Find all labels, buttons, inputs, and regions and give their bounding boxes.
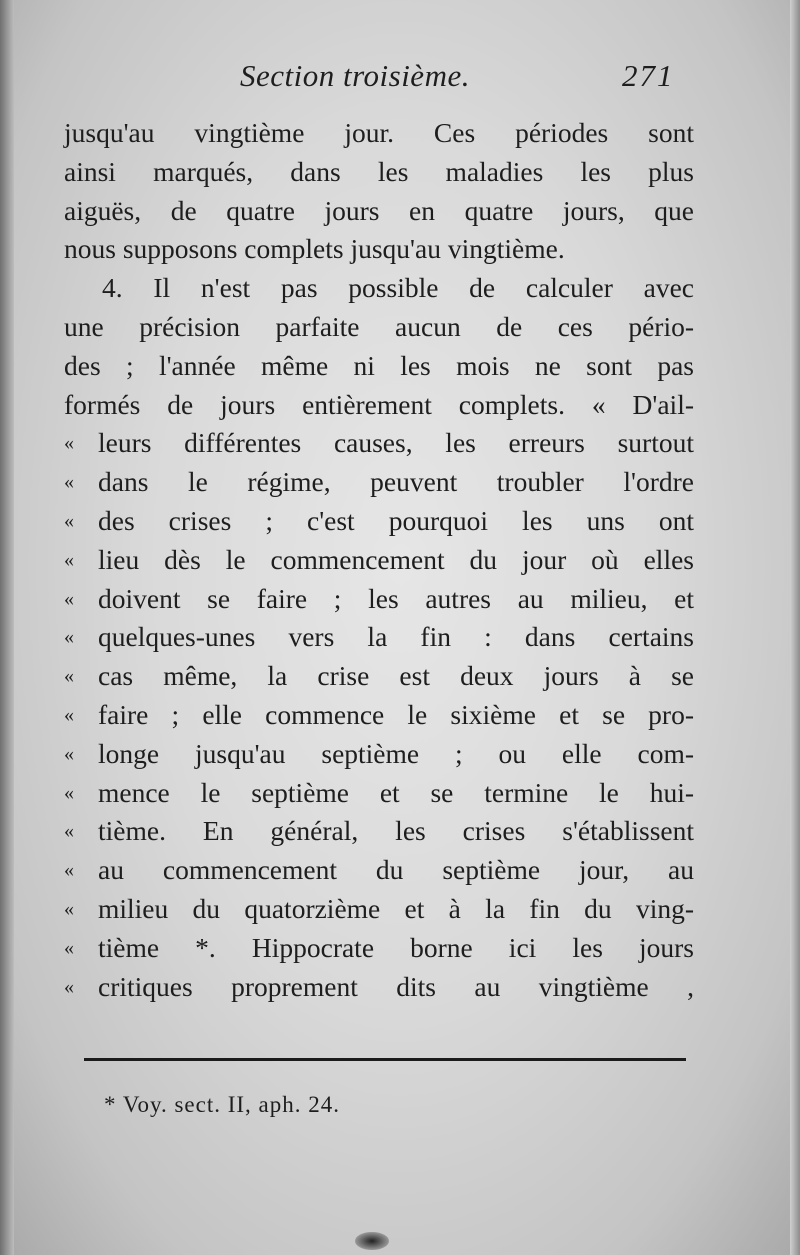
quote-mark: «: [64, 509, 74, 532]
ink-blot: [355, 1232, 389, 1250]
text-line: [64, 696, 694, 735]
line-text: dans le régime, peuvent troubler l'ordre: [98, 466, 694, 498]
text-line: [64, 541, 694, 580]
line-text: longe jusqu'au septième ; ou elle com-: [98, 737, 694, 769]
text-line: [64, 657, 694, 696]
footnote: * Voy. sect. II, aph. 24.: [104, 1092, 341, 1117]
quote-mark: «: [64, 742, 74, 765]
line-text: cas même, la crise est deux jours à se: [98, 660, 694, 692]
quote-mark: «: [64, 548, 74, 571]
line-text: tième *. Hippocrate borne ici les jours: [98, 931, 694, 963]
running-head: Section troisième.: [240, 58, 470, 93]
quote-mark: «: [64, 975, 74, 998]
line-text: milieu du quatorzième et à la fin du ving-: [98, 892, 694, 924]
line-text: lieu dès le commencement du jour où elles: [98, 543, 694, 575]
page-header: [0, 58, 800, 102]
body-text: [64, 114, 694, 1006]
text-line: jusqu'au vingtième jour. Ces périodes sont: [64, 117, 694, 148]
text-line: formés de jours entièrement complets. « D'ail-: [64, 388, 694, 420]
line-text: mence le septième et se termine le hui-: [98, 776, 694, 808]
quote-mark: «: [64, 703, 74, 726]
quote-mark: «: [64, 897, 74, 920]
text-line: [64, 890, 694, 929]
line-text: leurs différentes causes, les erreurs surtout: [98, 427, 694, 459]
text-line: ainsi marqués, dans les maladies les plus: [64, 155, 694, 187]
page-number: 271: [622, 58, 675, 93]
line-text: critiques proprement dits au vingtième ,: [98, 970, 694, 1002]
text-line: [64, 774, 694, 813]
quote-mark: «: [64, 626, 74, 649]
text-line: [64, 968, 694, 1007]
text-line: aiguës, de quatre jours en quatre jours, que: [64, 194, 694, 226]
line-text: faire ; elle commence le sixième et se pro-: [98, 698, 694, 730]
text-line: 4. Il n'est pas possible de calculer avec: [102, 272, 694, 304]
text-line: une précision parfaite aucun de ces pério-: [64, 310, 694, 342]
quote-mark: «: [64, 665, 74, 688]
text-line: [64, 580, 694, 619]
text-line: [64, 618, 694, 657]
page-edge-left: [0, 0, 14, 1255]
text-line: nous supposons complets jusqu'au vingtième.: [64, 233, 565, 265]
line-text: tième. En général, les crises s'établissent: [98, 815, 694, 847]
quote-mark: «: [64, 820, 74, 843]
line-text: des crises ; c'est pourquoi les uns ont: [98, 504, 694, 536]
text-line: [64, 463, 694, 502]
text-line: [64, 812, 694, 851]
quote-mark: «: [64, 587, 74, 610]
quote-mark: «: [64, 432, 74, 455]
line-text: quelques-unes vers la fin : dans certains: [98, 621, 694, 653]
text-line: [64, 424, 694, 463]
quote-mark: «: [64, 859, 74, 882]
page-edge-right: [790, 0, 800, 1255]
line-text: au commencement du septième jour, au: [98, 854, 694, 886]
quote-mark: «: [64, 936, 74, 959]
text-line: [64, 735, 694, 774]
text-line: des ; l'année même ni les mois ne sont pas: [64, 349, 694, 381]
footnote-rule: [84, 1058, 686, 1061]
text-line: [64, 502, 694, 541]
quote-mark: «: [64, 781, 74, 804]
line-text: doivent se faire ; les autres au milieu, et: [98, 582, 694, 614]
text-line: [64, 929, 694, 968]
quote-mark: «: [64, 471, 74, 494]
text-line: [64, 851, 694, 890]
